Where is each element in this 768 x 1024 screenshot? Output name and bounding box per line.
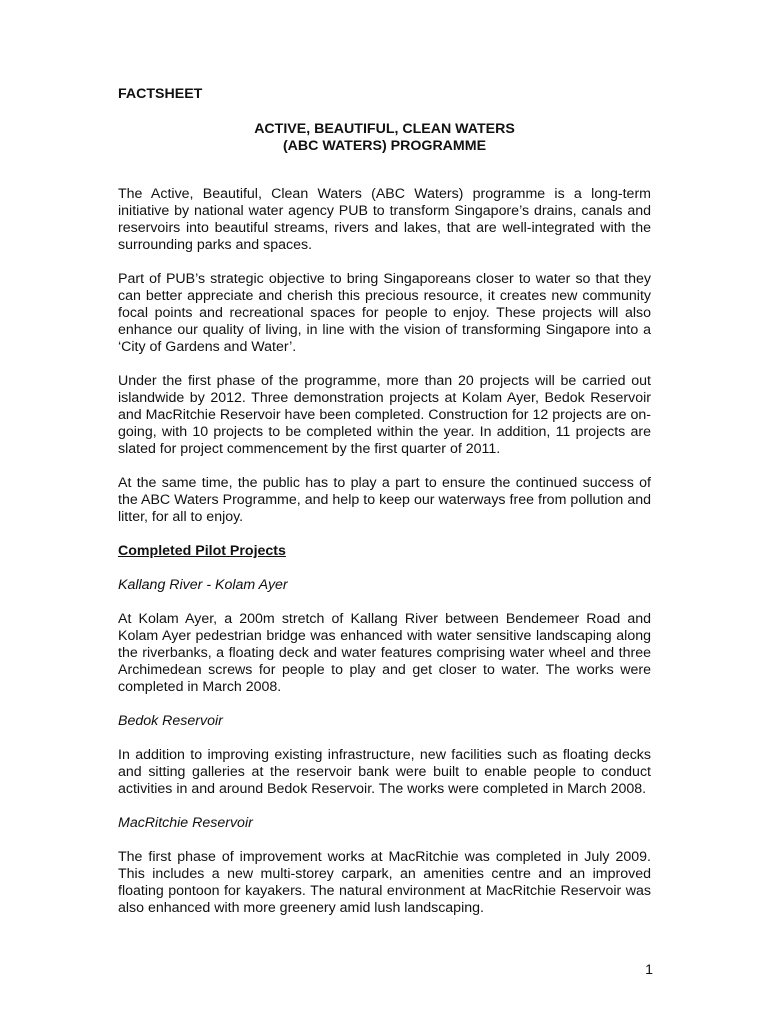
- paragraph-objective: Part of PUB’s strategic objective to bring Singaporeans closer to water so that they can better appreciate and cherish this precious resource, it creates new community focal points and recreational spaces for people to enjoy. These projects will also enhance our quality of living, in line with the vision of transforming Singapore into a ‘City of Gardens and Water’.: [118, 271, 651, 355]
- paragraph-intro: The Active, Beautiful, Clean Waters (ABC Waters) programme is a long-term initiative by national water agency PUB to transform Singapore’s drains, canals and reservoirs into beautiful streams, rivers and lakes, that are well-integrated with the surrounding parks and spaces.: [118, 186, 651, 253]
- document-body: [118, 86, 651, 917]
- paragraph-public-role: At the same time, the public has to play a part to ensure the continued success of the ABC Waters Programme, and help to keep our waterways free from pollution and litter, for all to enjoy.: [118, 475, 651, 525]
- project-text-kolam-ayer: At Kolam Ayer, a 200m stretch of Kallang River between Bendemeer Road and Kolam Ayer pedestrian bridge was enhanced with water sensitive landscaping along the riverbanks, a floating deck and water features comprising water wheel and three Archimedean screws for people to play and get closer to water. The works were completed in March 2008.: [118, 611, 651, 695]
- project-text-macritchie: The first phase of improvement works at MacRitchie was completed in July 2009. This includes a new multi-storey carpark, an amenities centre and an improved floating pontoon for kayakers. The natural environment at MacRitchie Reservoir was also enhanced with more greenery amid lush landscaping.: [118, 849, 651, 916]
- doc-label: FACTSHEET: [118, 86, 203, 102]
- doc-title-line2: (ABC WATERS) PROGRAMME: [282, 138, 487, 154]
- project-heading-macritchie: MacRitchie Reservoir: [118, 815, 253, 831]
- section-heading: Completed Pilot Projects: [118, 543, 286, 559]
- project-heading-bedok: Bedok Reservoir: [118, 713, 223, 729]
- project-heading-kolam-ayer: Kallang River - Kolam Ayer: [118, 577, 288, 593]
- paragraph-first-phase: Under the first phase of the programme, more than 20 projects will be carried out islandwide by 2012. Three demonstration projects at Kolam Ayer, Bedok Reservoir and MacRitchie Reservoir have been completed. Construction for 12 projects are on-going, with 10 projects to be completed within the year. In addition, 11 projects are slated for project commencement by the first quarter of 2011.: [118, 373, 651, 457]
- page-number: 1: [645, 962, 653, 978]
- doc-title: [118, 121, 651, 155]
- doc-title-line1: ACTIVE, BEAUTIFUL, CLEAN WATERS: [254, 121, 515, 137]
- project-text-bedok: In addition to improving existing infrastructure, new facilities such as floating decks and sitting galleries at the reservoir bank were built to enable people to conduct activities in and around Bedok Reservoir. The works were completed in March 2008.: [118, 747, 651, 797]
